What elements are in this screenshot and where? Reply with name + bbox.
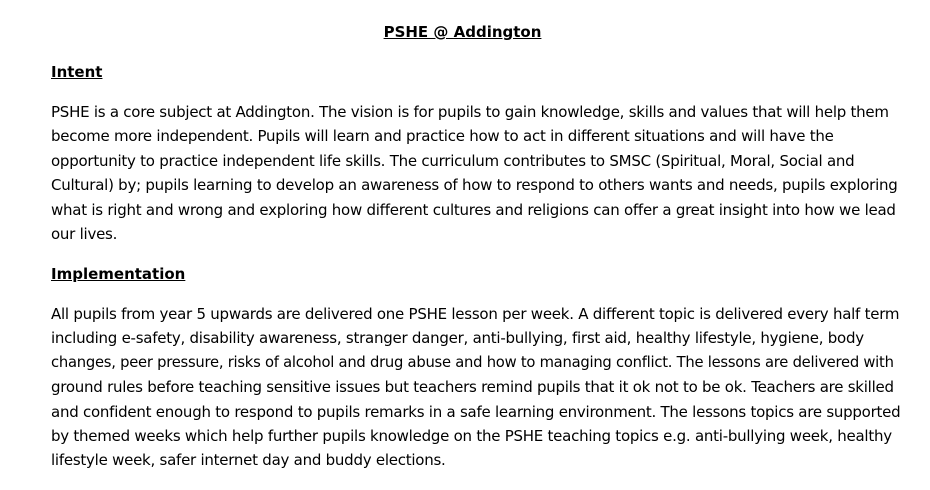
paragraph-line: including e-safety, disability awareness, stranger danger, anti-bullying, first aid, healthy lifestyle, hygiene, body	[51, 329, 864, 348]
section-heading-intent: Intent	[51, 63, 103, 81]
paragraph-line: what is right and wrong and exploring how different cultures and religions can offer a great insight into how we lead	[51, 200, 896, 219]
paragraph-line: by themed weeks which help further pupils knowledge on the PSHE teaching topics e.g. anti-bullying week, healthy	[51, 427, 892, 446]
paragraph-line: ground rules before teaching sensitive issues but teachers remind pupils that it ok not to be ok. Teachers are skilled	[51, 378, 894, 397]
paragraph-line: lifestyle week, safer internet day and buddy elections.	[51, 451, 446, 470]
document-title: PSHE @ Addington	[383, 23, 542, 41]
section-heading-implementation: Implementation	[51, 265, 186, 283]
section-body-intent	[51, 100, 901, 246]
section-body-implementation	[51, 302, 901, 473]
paragraph-line: become more independent. Pupils will learn and practice how to act in different situations and will have the	[51, 127, 834, 146]
paragraph-line: changes, peer pressure, risks of alcohol and drug abuse and how to managing conflict. The lessons are delivered with	[51, 353, 894, 371]
paragraph-line: and confident enough to respond to pupils remarks in a safe learning environment. The lessons topics are supported	[51, 402, 901, 421]
paragraph-line: our lives.	[51, 225, 118, 244]
paragraph-line: opportunity to practice independent life skills. The curriculum contributes to SMSC (Spiritual, Moral, Social and	[51, 151, 855, 170]
paragraph-line: Cultural) by; pupils learning to develop an awareness of how to respond to others wants and needs, pupils exploring	[51, 176, 898, 195]
paragraph-line: All pupils from year 5 upwards are delivered one PSHE lesson per week. A different topic is delivered every half term	[51, 305, 900, 323]
paragraph-line: PSHE is a core subject at Addington. The vision is for pupils to gain knowledge, skills and values that will help them	[51, 103, 889, 121]
